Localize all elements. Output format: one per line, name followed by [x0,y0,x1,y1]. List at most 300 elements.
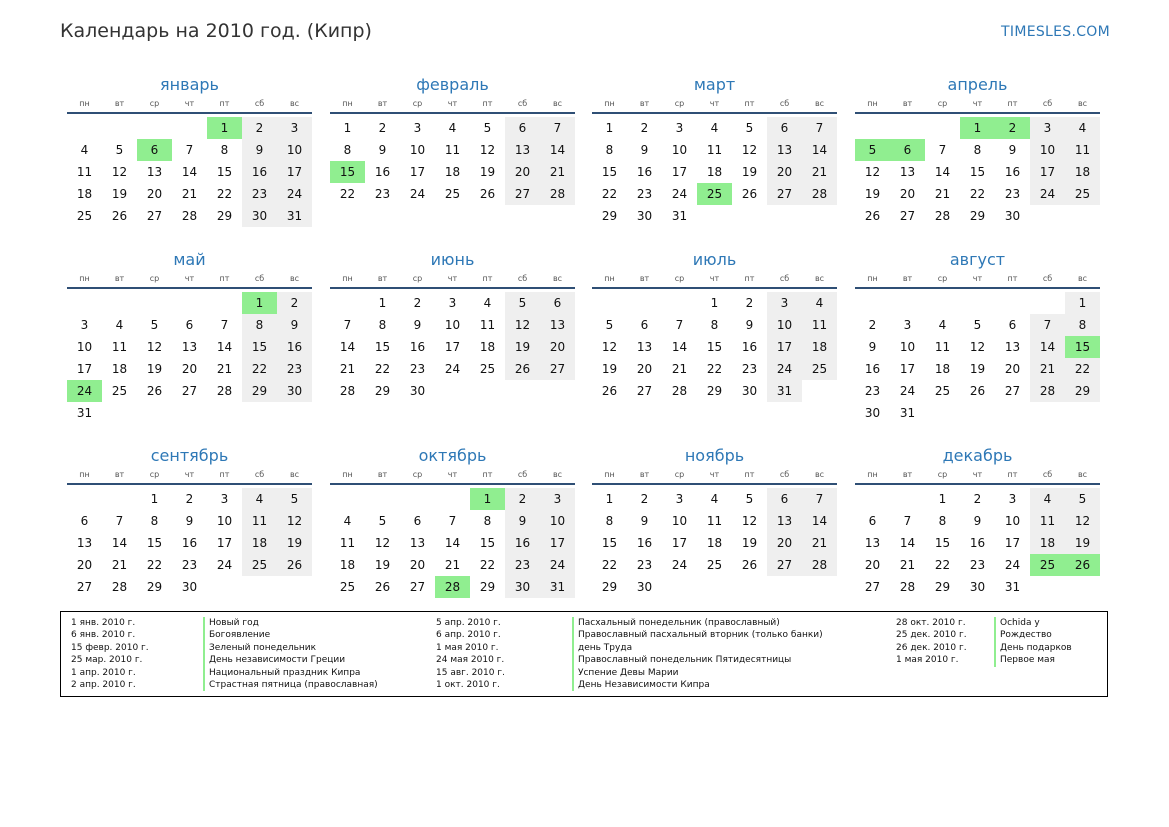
day-cell: 25 [1065,183,1100,205]
day-cell: 30 [277,380,312,402]
holiday-day-cell: 2 [995,117,1030,139]
holiday-day-cell: 5 [855,139,890,161]
day-cell: 31 [671,209,688,223]
weekday-label: сб [517,99,528,108]
day-cell: 11 [242,510,277,532]
day-cell: 12 [741,514,758,528]
day-cell: 28 [899,580,916,594]
holiday-name: Православный пасхальный вторник (только банки) [572,629,823,641]
day-cell: 13 [767,510,802,532]
weekday-label: пт [744,470,755,479]
day-cell: 4 [802,292,837,314]
day-cell: 28 [540,183,575,205]
day-cell: 29 [479,580,496,594]
weekday-label: ср [412,470,423,479]
weekday-label: вт [114,470,125,479]
day-cell: 24 [444,362,461,376]
day-cell: 11 [802,314,837,336]
day-cell: 12 [601,340,618,354]
weekday-label: вт [639,470,650,479]
day-cell: 20 [1004,362,1021,376]
day-cell: 29 [601,209,618,223]
month-name: июнь [430,250,475,269]
day-cell: 16 [741,340,758,354]
day-cell: 3 [1008,492,1017,506]
day-cell: 15 [601,165,618,179]
day-cell: 16 [505,532,540,554]
weekday-label: чт [972,99,983,108]
day-cell: 24 [671,558,688,572]
day-cell: 7 [115,514,124,528]
day-cell: 4 [938,318,947,332]
weekday-label: ср [412,274,423,283]
weekday-label: пт [482,274,493,283]
holiday-day-cell: 1 [960,117,995,139]
month-name: январь [160,75,219,94]
day-cell: 18 [1065,161,1100,183]
day-cell: 7 [540,117,575,139]
holiday-name: Первое мая [994,654,1072,666]
day-cell: 5 [115,143,124,157]
day-cell: 26 [969,384,986,398]
day-cell: 31 [76,406,93,420]
month-divider [67,483,312,485]
day-cell: 12 [505,314,540,336]
day-cell: 21 [216,362,233,376]
day-cell: 29 [1065,380,1100,402]
day-cell: 4 [710,121,719,135]
weekday-label: ср [937,99,948,108]
holiday-day-cell: 24 [67,380,102,402]
day-cell: 7 [343,318,352,332]
weekday-label: чт [709,99,720,108]
day-cell: 14 [444,536,461,550]
day-cell: 8 [1065,314,1100,336]
holiday-date: 25 дек. 2010 г. [896,630,967,641]
day-cell: 10 [76,340,93,354]
day-cell: 29 [934,580,951,594]
day-cell: 19 [864,187,881,201]
day-cell: 23 [1004,187,1021,201]
holiday-list [60,611,1108,697]
weekday-label: сб [254,470,265,479]
weekday-label: вт [902,274,913,283]
weekday-label: пт [482,470,493,479]
day-cell: 21 [671,362,688,376]
day-cell: 15 [601,536,618,550]
holiday-day-cell: 15 [1065,336,1100,358]
weekday-label: ср [674,470,685,479]
day-cell: 10 [1030,139,1065,161]
day-cell: 31 [277,205,312,227]
holiday-name: День Независимости Кипра [572,679,823,691]
day-cell: 1 [343,121,352,135]
holiday-names-col-1 [203,617,378,691]
month-divider [330,287,575,289]
day-cell: 8 [605,143,614,157]
day-cell: 4 [80,143,89,157]
day-cell: 31 [899,406,916,420]
day-cell: 25 [802,358,837,380]
holiday-name: Рождество [994,629,1072,641]
day-cell: 23 [409,362,426,376]
month-name: март [693,75,736,94]
day-cell: 26 [111,209,128,223]
day-cell: 14 [339,340,356,354]
day-cell: 25 [242,554,277,576]
weekday-label: чт [184,99,195,108]
day-cell: 5 [745,492,754,506]
weekday-label: пн [342,470,353,479]
day-cell: 19 [1065,532,1100,554]
day-cell: 19 [146,362,163,376]
day-cell: 18 [1030,532,1065,554]
weekday-label: сб [517,470,528,479]
day-cell: 20 [181,362,198,376]
day-cell: 13 [505,139,540,161]
day-cell: 24 [671,187,688,201]
day-cell: 20 [146,187,163,201]
day-cell: 15 [969,165,986,179]
day-cell: 22 [706,362,723,376]
weekday-label: пт [482,99,493,108]
day-cell: 23 [969,558,986,572]
day-cell: 4 [1030,488,1065,510]
weekday-label: пт [1007,99,1018,108]
day-cell: 19 [111,187,128,201]
day-cell: 3 [413,121,422,135]
day-cell: 31 [540,576,575,598]
weekday-label: чт [184,274,195,283]
weekday-label: вт [377,470,388,479]
day-cell: 20 [864,558,881,572]
day-cell: 14 [111,536,128,550]
day-cell: 31 [1004,580,1021,594]
day-cell: 2 [640,121,649,135]
brand-link[interactable]: TIMESLES.COM [1001,24,1110,40]
day-cell: 3 [675,121,684,135]
month-name: октябрь [418,446,487,465]
day-cell: 8 [938,514,947,528]
month-name: май [173,250,206,269]
weekday-label: сб [1042,470,1053,479]
holiday-day-cell: 28 [435,576,470,598]
day-cell: 19 [479,165,496,179]
day-cell: 15 [146,536,163,550]
day-cell: 2 [277,292,312,314]
day-cell: 18 [76,187,93,201]
day-cell: 22 [934,558,951,572]
holiday-date: 15 авг. 2010 г. [436,667,505,678]
day-cell: 7 [802,488,837,510]
day-cell: 27 [767,554,802,576]
holiday-name: День независимости Греции [203,654,378,666]
weekday-label: вс [1077,99,1088,108]
day-cell: 18 [706,165,723,179]
day-cell: 28 [934,209,951,223]
day-cell: 21 [181,187,198,201]
day-cell: 6 [540,292,575,314]
month-divider [67,112,312,114]
page-title: Календарь на 2010 год. (Кипр) [60,20,372,42]
holiday-date: 1 окт. 2010 г. [436,680,500,691]
weekday-label: ср [149,470,160,479]
day-cell: 26 [864,209,881,223]
day-cell: 20 [540,336,575,358]
day-cell: 9 [242,139,277,161]
weekday-label: сб [1042,99,1053,108]
day-cell: 8 [242,314,277,336]
day-cell: 2 [640,492,649,506]
day-cell: 10 [444,318,461,332]
holiday-name: Пасхальный понедельник (православный) [572,617,823,629]
day-cell: 18 [706,536,723,550]
day-cell: 3 [540,488,575,510]
holiday-date: 2 апр. 2010 г. [71,680,136,691]
day-cell: 30 [1004,209,1021,223]
day-cell: 10 [671,143,688,157]
day-cell: 17 [277,161,312,183]
day-cell: 12 [146,340,163,354]
day-cell: 23 [636,558,653,572]
day-cell: 6 [868,514,877,528]
weekday-label: пн [79,274,90,283]
weekday-label: пн [604,470,615,479]
month-name: июль [692,250,737,269]
day-cell: 5 [745,121,754,135]
day-cell: 11 [444,143,461,157]
day-cell: 27 [409,580,426,594]
day-cell: 6 [413,514,422,528]
day-cell: 11 [1065,139,1100,161]
holiday-date: 6 апр. 2010 г. [436,630,501,641]
holiday-date: 1 янв. 2010 г. [71,618,136,628]
day-cell: 1 [378,296,387,310]
day-cell: 7 [448,514,457,528]
day-cell: 7 [1030,314,1065,336]
day-cell: 22 [969,187,986,201]
day-cell: 22 [1065,358,1100,380]
day-cell: 3 [277,117,312,139]
day-cell: 4 [115,318,124,332]
day-cell: 23 [505,554,540,576]
day-cell: 19 [969,362,986,376]
holiday-names-col-2 [572,617,823,691]
day-cell: 17 [671,536,688,550]
day-cell: 24 [540,554,575,576]
day-cell: 15 [479,536,496,550]
day-cell: 3 [1030,117,1065,139]
day-cell: 20 [409,558,426,572]
day-cell: 30 [181,580,198,594]
weekday-label: чт [709,274,720,283]
day-cell: 10 [767,314,802,336]
day-cell: 1 [605,492,614,506]
day-cell: 21 [444,558,461,572]
day-cell: 11 [1030,510,1065,532]
holiday-day-cell: 1 [470,488,505,510]
day-cell: 23 [636,187,653,201]
day-cell: 18 [242,532,277,554]
day-cell: 27 [540,358,575,380]
day-cell: 30 [409,384,426,398]
day-cell: 13 [864,536,881,550]
day-cell: 22 [146,558,163,572]
day-cell: 28 [802,554,837,576]
day-cell: 23 [181,558,198,572]
month-divider [330,483,575,485]
month-divider [67,287,312,289]
day-cell: 13 [76,536,93,550]
day-cell: 6 [767,488,802,510]
weekday-label: ср [937,274,948,283]
day-cell: 15 [374,340,391,354]
weekday-label: чт [447,99,458,108]
holiday-date: 1 мая 2010 г. [896,655,959,666]
day-cell: 15 [216,165,233,179]
day-cell: 12 [111,165,128,179]
day-cell: 29 [146,580,163,594]
day-cell: 30 [969,580,986,594]
day-cell: 16 [636,165,653,179]
day-cell: 10 [899,340,916,354]
day-cell: 3 [448,296,457,310]
month-name: декабрь [942,446,1013,465]
day-cell: 14 [934,165,951,179]
weekday-label: сб [779,99,790,108]
day-cell: 19 [741,165,758,179]
day-cell: 4 [343,514,352,528]
weekday-label: пн [867,274,878,283]
weekday-label: пн [867,470,878,479]
day-cell: 3 [767,292,802,314]
day-cell: 4 [483,296,492,310]
weekday-label: сб [779,274,790,283]
day-cell: 14 [540,139,575,161]
day-cell: 1 [150,492,159,506]
day-cell: 17 [76,362,93,376]
weekday-label: чт [972,274,983,283]
day-cell: 11 [111,340,128,354]
weekday-label: вт [114,274,125,283]
day-cell: 13 [636,340,653,354]
day-cell: 20 [76,558,93,572]
weekday-label: ср [149,99,160,108]
day-cell: 26 [505,358,540,380]
weekday-label: пн [342,99,353,108]
weekday-label: пт [219,470,230,479]
day-cell: 6 [505,117,540,139]
month-divider [592,112,837,114]
holiday-name: Зеленый понедельник [203,642,378,654]
day-cell: 22 [242,358,277,380]
day-cell: 11 [339,536,356,550]
day-cell: 12 [277,510,312,532]
holiday-dates-col-1 [71,617,149,691]
holiday-name: Православный понедельник Пятидесятницы [572,654,823,666]
day-cell: 17 [899,362,916,376]
day-cell: 8 [343,143,352,157]
day-cell: 2 [378,121,387,135]
day-cell: 29 [242,380,277,402]
day-cell: 17 [767,336,802,358]
day-cell: 19 [601,362,618,376]
holiday-date: 28 окт. 2010 г. [896,618,966,628]
month-name: август [949,250,1006,269]
day-cell: 9 [505,510,540,532]
weekday-label: вс [552,274,563,283]
day-cell: 17 [1004,536,1021,550]
month-name: сентябрь [150,446,229,465]
holiday-day-cell: 26 [1065,554,1100,576]
holiday-name: Новый год [203,617,378,629]
day-cell: 30 [636,209,653,223]
day-cell: 1 [938,492,947,506]
weekday-label: ср [412,99,423,108]
day-cell: 6 [185,318,194,332]
day-cell: 9 [973,514,982,528]
day-cell: 9 [413,318,422,332]
weekday-label: ср [674,99,685,108]
day-cell: 15 [242,336,277,358]
weekday-label: пн [604,99,615,108]
weekday-label: чт [709,470,720,479]
day-cell: 5 [973,318,982,332]
month-divider [330,112,575,114]
holiday-dates-col-2 [436,617,505,691]
day-cell: 3 [80,318,89,332]
day-cell: 12 [864,165,881,179]
day-cell: 12 [969,340,986,354]
holiday-day-cell: 25 [697,183,732,205]
day-cell: 5 [277,488,312,510]
day-cell: 21 [540,161,575,183]
day-cell: 13 [899,165,916,179]
day-cell: 26 [741,187,758,201]
day-cell: 26 [146,384,163,398]
weekday-label: ср [674,274,685,283]
month-divider [855,112,1100,114]
holiday-date: 15 февр. 2010 г. [71,642,149,653]
weekday-label: вс [814,470,825,479]
day-cell: 13 [409,536,426,550]
day-cell: 10 [216,514,233,528]
holiday-name: Ochida y [994,617,1072,629]
day-cell: 12 [741,143,758,157]
day-cell: 22 [601,187,618,201]
day-cell: 5 [605,318,614,332]
day-cell: 22 [601,558,618,572]
day-cell: 10 [540,510,575,532]
day-cell: 27 [767,183,802,205]
day-cell: 21 [111,558,128,572]
holiday-date: 26 дек. 2010 г. [896,642,967,653]
day-cell: 29 [216,209,233,223]
day-cell: 2 [413,296,422,310]
weekday-label: вс [814,274,825,283]
day-cell: 13 [540,314,575,336]
holiday-day-cell: 1 [207,117,242,139]
day-cell: 7 [903,514,912,528]
weekday-label: пн [342,274,353,283]
day-cell: 18 [339,558,356,572]
day-cell: 26 [479,187,496,201]
day-cell: 27 [146,209,163,223]
day-cell: 25 [934,384,951,398]
day-cell: 24 [216,558,233,572]
weekday-label: пт [744,274,755,283]
day-cell: 7 [802,117,837,139]
